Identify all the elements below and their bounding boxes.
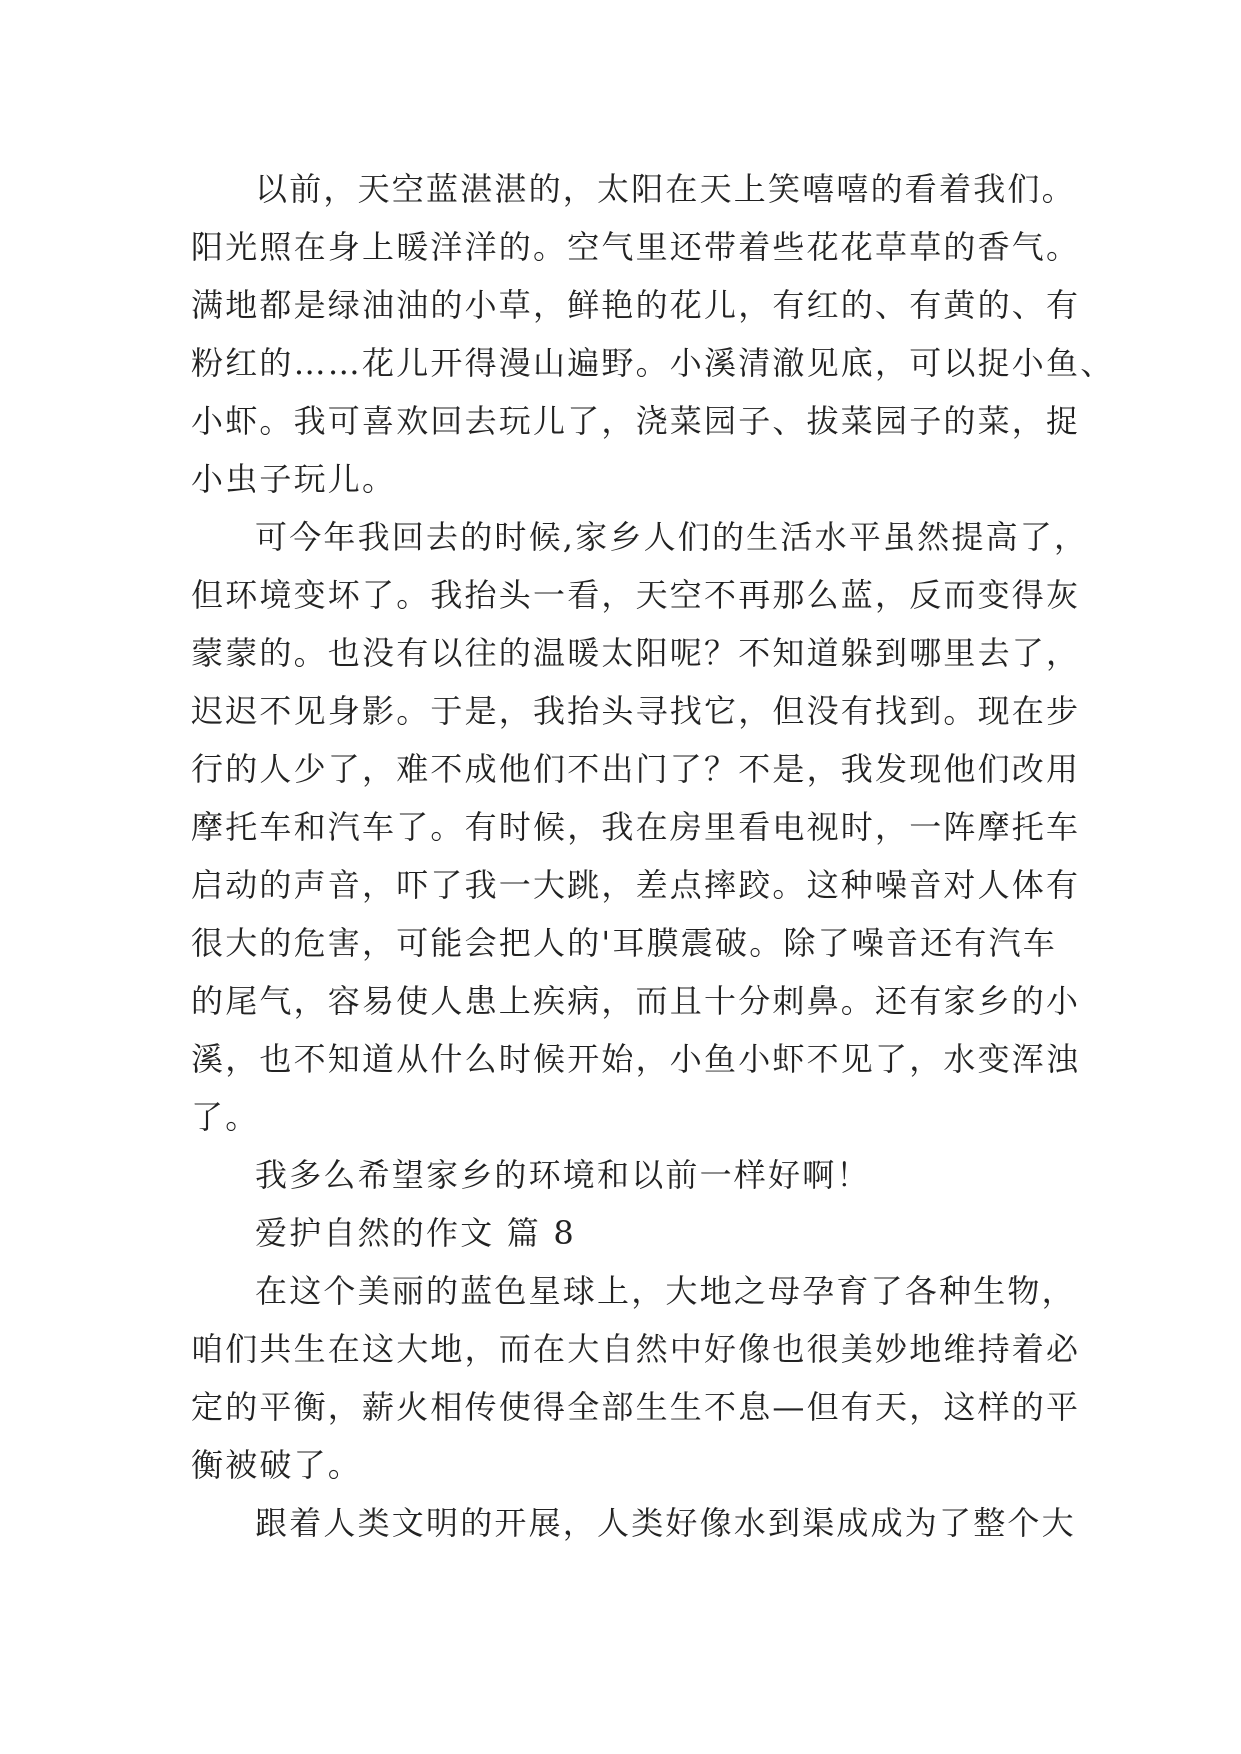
text-line: 定的平衡，薪火相传使得全部生生不息—但有天，这样的平: [191, 1388, 1081, 1426]
text-line: 很大的危害，可能会把人的'耳膜震破。除了噪音还有汽车: [191, 924, 1057, 962]
text-line: 可今年我回去的时候,家乡人们的生活水平虽然提高了，: [255, 518, 1089, 556]
text-line: 但环境变坏了。我抬头一看，天空不再那么蓝，反而变得灰: [191, 576, 1081, 614]
text-line: 跟着人类文明的开展，人类好像水到渠成成为了整个大: [255, 1504, 1076, 1542]
text-line: 阳光照在身上暖洋洋的。空气里还带着些花花草草的香气。: [191, 228, 1081, 266]
text-line: 爱护自然的作文 篇 8: [255, 1214, 576, 1252]
text-line: 以前，天空蓝湛湛的，太阳在天上笑嘻嘻的看着我们。: [255, 170, 1076, 208]
text-line: 迟迟不见身影。于是，我抬头寻找它，但没有找到。现在步: [191, 692, 1081, 730]
document-body: [191, 160, 1115, 1552]
text-line: 蒙蒙的。也没有以往的温暖太阳呢？不知道躲到哪里去了，: [191, 634, 1081, 672]
text-line: 的尾气，容易使人患上疾病，而且十分刺鼻。还有家乡的小: [191, 982, 1081, 1020]
text-line: 衡被破了。: [191, 1446, 363, 1484]
text-line: 行的人少了，难不成他们不出门了？不是，我发现他们改用: [191, 750, 1081, 788]
text-line: 启动的声音，吓了我一大跳，差点摔跤。这种噪音对人体有: [191, 866, 1081, 904]
text-line: 咱们共生在这大地，而在大自然中好像也很美妙地维持着必: [191, 1330, 1081, 1368]
text-line: 满地都是绿油油的小草，鲜艳的花儿，有红的、有黄的、有: [191, 286, 1081, 324]
text-line: 溪，也不知道从什么时候开始，小鱼小虾不见了，水变浑浊: [191, 1040, 1081, 1078]
text-line: 了。: [191, 1098, 260, 1136]
text-line: 我多么希望家乡的环境和以前一样好啊！: [255, 1156, 871, 1194]
text-line: 小虫子玩儿。: [191, 460, 397, 498]
text-line: 粉红的……花儿开得漫山遍野。小溪清澈见底，可以捉小鱼、: [191, 344, 1115, 382]
text-line: 摩托车和汽车了。有时候，我在房里看电视时，一阵摩托车: [191, 808, 1081, 846]
text-line: 在这个美丽的蓝色星球上，大地之母孕育了各种生物，: [255, 1272, 1076, 1310]
text-line: 小虾。我可喜欢回去玩儿了，浇菜园子、拔菜园子的菜，捉: [191, 402, 1081, 440]
